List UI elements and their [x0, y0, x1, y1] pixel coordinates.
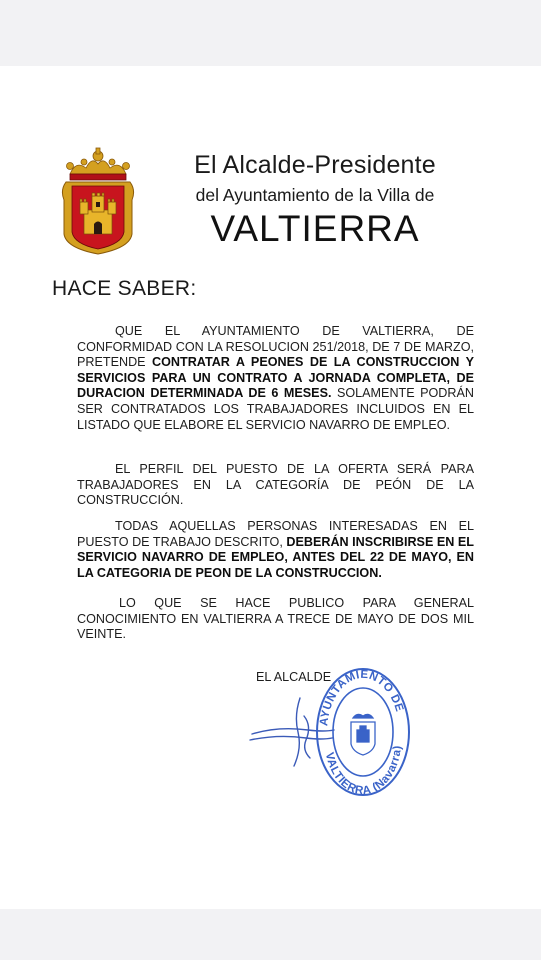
header-subtitle: del Ayuntamiento de la Villa de [195, 185, 435, 205]
paragraph-closing: LO QUE SE HACE PUBLICO PARA GENERAL CONOCIMIENTO EN VALTIERRA A TRECE DE MAYO DE DOS MIL VEINTE. [77, 596, 474, 642]
paragraph-profile: EL PERFIL DEL PUESTO DE LA OFERTA SERÁ PARA TRABAJADORES EN LA CATEGORÍA DE PEÓN DE LA CONSTRUCCIÓN. [77, 462, 474, 508]
paragraph-bold-text: DEBERÁN INSCRIBIRSE EN EL SERVICIO NAVARRO DE EMPLEO, ANTES DEL 22 DE MAYO, EN LA CATEGORIA DE PEON DE LA CONSTRUCCION. [77, 534, 474, 580]
paragraph-bold-text: CONTRATAR A PEONES DE LA CONSTRUCCION Y SERVICIOS PARA UN CONTRATO A JORNADA COMPLETA, DE DURACION DETERMINADA DE 6 MESES. [77, 355, 474, 401]
paragraph-registration [77, 519, 474, 581]
signature-label: EL ALCALDE [256, 670, 332, 684]
coat-of-arms-icon [56, 86, 140, 256]
header-title: El Alcalde-Presidente [194, 151, 436, 179]
top-margin [0, 0, 541, 66]
paragraph-text: SOLAMENTE PODRÁN SER CONTRATADOS LOS TRABAJADORES INCLUIDOS EN EL LISTADO QUE ELABORE EL SERVICIO NAVARRO DE EMPLEO. [77, 386, 474, 432]
paragraph-job-offer [77, 324, 474, 433]
header-municipality: VALTIERRA [210, 208, 420, 249]
svg-text:AYUNTAMIENTO DE: AYUNTAMIENTO DE [318, 668, 406, 727]
svg-text:VALTIERRA (Navarra): VALTIERRA (Navarra) [322, 744, 404, 798]
announcement-heading: HACE SABER: [52, 277, 197, 300]
municipal-seal-icon [313, 666, 413, 798]
paragraph-text: TODAS AQUELLAS PERSONAS INTERESADAS EN EL PUESTO DE TRABAJO DESCRITO, [77, 519, 474, 549]
paragraph-text: QUE EL AYUNTAMIENTO DE VALTIERRA, DE CONFORMIDAD CON LA RESOLUCION 251/2018, DE 7 DE MARZO, PRETENDE [77, 324, 474, 370]
bottom-margin [0, 909, 541, 960]
